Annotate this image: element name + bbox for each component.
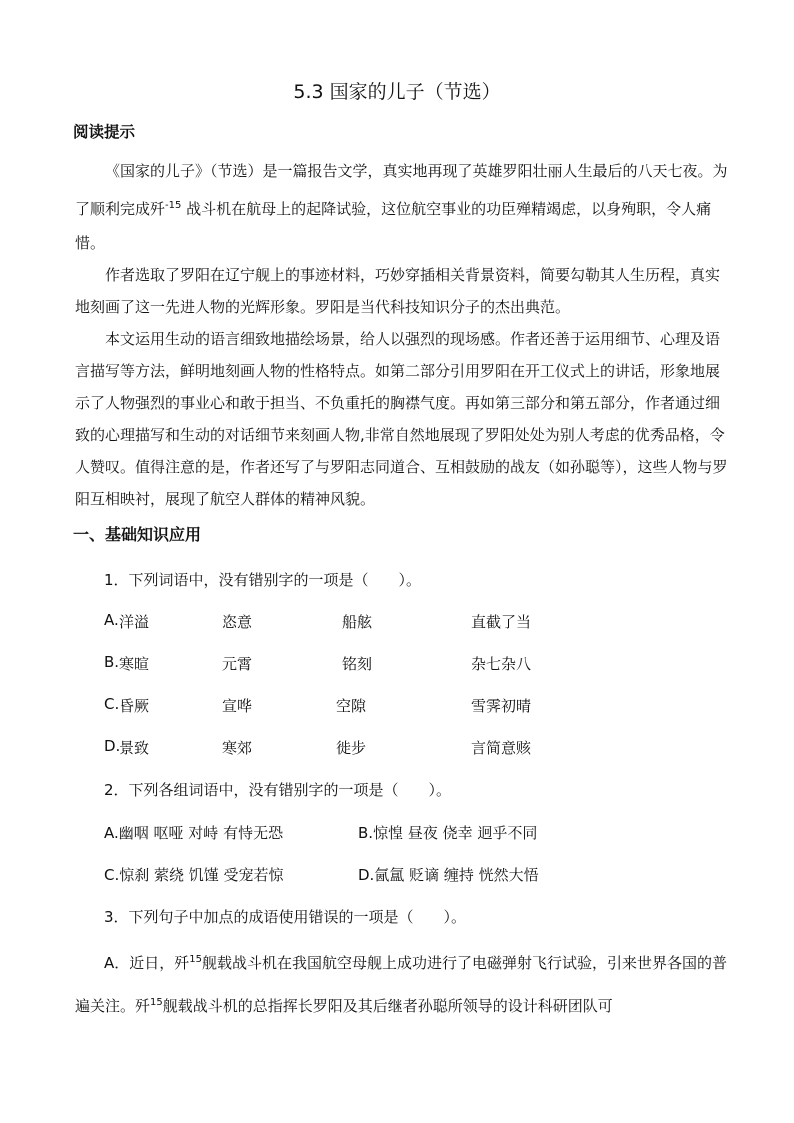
option-word: 铭刻 [342,655,373,673]
option-word: 直截了当 [471,613,532,631]
option-word: 宣哗 [222,697,253,715]
para1-part3: 战斗机在航母上的起降试验，这位航空事业的功臣殚精竭虑，以身殉 [181,199,637,218]
option-word: 船舷 [342,613,373,631]
option-word: 洋溢 [119,613,150,631]
option-word: 元霄 [222,655,253,673]
question-1-stem: 1．下列词语中，没有错别字的一项是（ ）。 [104,571,422,589]
option-word: 徙步 [336,739,367,757]
para1-part4: 职，令人痛惜。 [75,199,712,252]
option-word: 恣意 [222,613,253,631]
page-title: 5.3 国家的儿子（节选） [293,81,501,103]
option-word: 寒暄 [119,655,150,673]
para1-line1: 《国家的儿子》（节选）是一篇报告文学，真实地再现了英雄罗阳壮丽人生最后的八天七 [105,162,683,180]
option-word: 寒郊 [222,739,253,757]
para1-dash-number: -15 [165,199,182,211]
option-word: 言简意赅 [471,739,532,757]
section-heading-basics: 一、基础知识应用 [73,525,202,544]
question-3-option-a: A．近日，歼$^{15}$舰载战斗机在我国航空母舰上成功进行了电磁弹射飞行试验，引来世界各国的普遍关注。歼$^{15}$舰载战斗机的总指挥长罗阳及其后继者孙聪所领导的设计科研团队可 [75,954,728,1015]
para1-part2: 夜。为了顺利完成歼 [75,162,728,218]
reading-paragraph-3: 本文运用生动的语言细致地描绘场景，给人以强烈的现场感。作者还善于运用细节、心理及语言描写等方法，鲜明地刻画人物的性格特点。如第二部分引用罗阳在开工仪式上的讲话，形象地展示了人物强烈的事业心和敢于担当、不负重托的胸襟气度。再如第三部分和第五部分，作者通过细致的心理描写和生动的对话细节来刻画人物,非常自然地展现了罗阳处处为别人考虑的优秀品格，令人赞叹。值得注意的是，作者还写了与罗阳志同道合、互相鼓励的战友（如孙聪等），这些人物与罗阳互相映衬，展现了航空人群体的精神风貌。 [75,330,728,508]
document-page: 5.3 国家的儿子（节选） 阅读提示 《国家的儿子》（节选）是一篇报告文学，真实地再现了英雄罗阳壮丽人生最后的八天七夜。为了顺利完成歼$^{-15}$ 战斗机在航母上的起降试验，这位航空事业的功臣殚精竭虑，以身殉职，令人痛惜。 作者选取了罗阳在辽宁舰上的事迹材料，巧妙穿插相关背景资料，简要勾勒其人生历程，真实地刻画了这一先进人物的光辉形象。罗阳是当代科技知识分子的杰出典范。 本文运用生动的语言细致地描绘场景，给人以强烈的现场感。作者还善于运用细节、心理及语言描写等方法，鲜明地刻画人物的性格特点。如第二部分引用罗阳在开工仪式上的讲话，形象地展示了人物强烈的事业心和敢于担当、不负重托的胸襟气度。再如第三部分和第五部分，作者通过细致的心理描写和生动的对话细节来刻画人物,非常自然地展现了罗阳处处为别人考虑的优秀品格，令人赞叹。值得注意的是，作者还写了与罗阳志同道合、互相鼓励的战友（如孙聪等），这些人物与罗阳互相映衬，展现了航空人群体的精神风貌。 一、基础知识应用 1．下列词语中，没有错别字的一项是（ ）。 A. 洋溢 恣意 船舷 直截了当 B. 寒暄 元霄 铭刻 杂七杂八 C. 昏厥 宣哗 空隙 雪霁初晴 D. 景致 寒郊 徙步 言简意赅 2．下列各组词语中，没有错别字的一项是（ ）。 A.幽咽 呕哑 对峙 有恃无恐 B.惊惶 昼夜 侥幸 迥乎不同 C.惊刹 萦绕 饥馑 受宠若惊 D.氤氲 贬谪 缠持 恍然大悟 3．下列句子中加点的成语使用错误的一项是（ ）。 A．近日，歼$^{15}$舰载战斗机在我国航空母舰上成功进行了电磁弹射飞行试验，引来世界各国的普遍关注。歼$^{15}$舰载战斗机的总指挥长罗阳及其后继者孙聪所领导的设计科研团队可 [0,0,794,1123]
option-word: 景致 [119,739,150,757]
question-2-stem: 2．下列各组词语中，没有错别字的一项是（ ）。 [104,781,452,799]
question-2-option-b: B.惊惶 昼夜 侥幸 迥乎不同 [358,824,538,842]
question-2-option-d: D.氤氲 贬谪 缠持 恍然大悟 [358,866,539,884]
option-word: 昏厥 [119,697,150,715]
option-word: 空隙 [336,697,367,715]
question-3-stem: 3．下列句子中加点的成语使用错误的一项是（ ）。 [104,908,467,926]
question-2-option-a: A.幽咽 呕哑 对峙 有恃无恐 [104,824,284,842]
option-word: 雪霁初晴 [471,697,532,715]
reading-paragraph-1 [75,154,730,261]
reading-paragraph-2: 作者选取了罗阳在辽宁舰上的事迹材料，巧妙穿插相关背景资料，简要勾勒其人生历程，真实地刻画了这一先进人物的光辉形象。罗阳是当代科技知识分子的杰出典范。 [75,266,721,316]
option-word: 杂七杂八 [471,655,532,673]
reading-tips-heading: 阅读提示 [73,123,136,141]
question-2-option-c: C.惊刹 萦绕 饥馑 受宠若惊 [104,866,284,884]
